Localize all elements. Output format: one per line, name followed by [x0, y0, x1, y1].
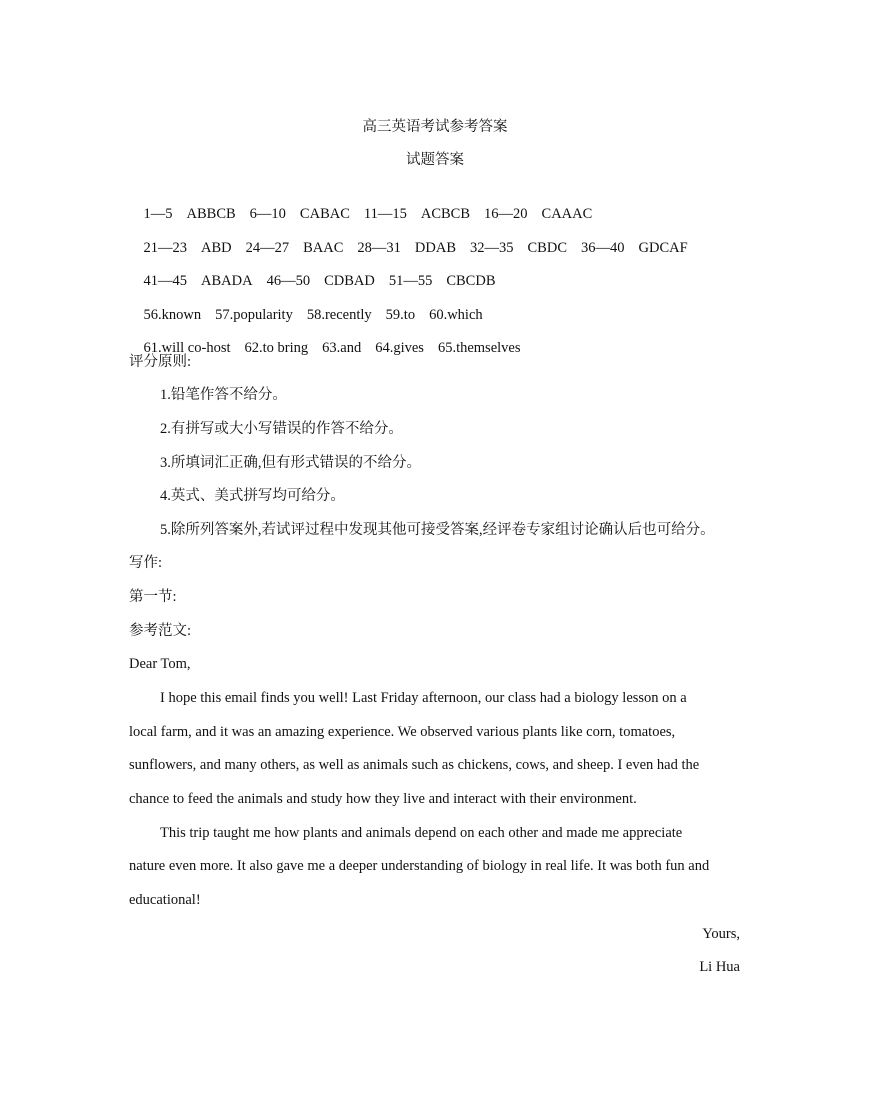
answer-range: 32—35: [470, 240, 514, 256]
answer-range: 36—40: [581, 240, 625, 256]
answer-range: 1—5: [143, 206, 173, 222]
fill-answer: 56.known: [143, 307, 202, 323]
fill-answer: 61.will co-host: [143, 340, 231, 356]
answer-row-2: [129, 218, 688, 256]
answer-value: CAAAC: [541, 206, 593, 222]
answer-row-1: [129, 184, 593, 222]
letter-line: sunflowers, and many others, as well as animals such as chickens, cows, and sheep. I even had the: [129, 757, 700, 773]
fill-answer: 58.recently: [306, 307, 372, 323]
answer-range: 51—55: [388, 273, 433, 289]
letter-closing: Yours,: [702, 926, 740, 942]
letter-line: chance to feed the animals and study how they live and interact with their environment.: [129, 791, 637, 807]
scoring-rule: 5.除所列答案外,若试评过程中发现其他可接受答案,经评卷专家组讨论确认后也可给分。: [160, 522, 715, 538]
letter-greeting: Dear Tom,: [129, 656, 191, 672]
answer-value: DDAB: [414, 240, 457, 256]
fill-answer: 63.and: [322, 340, 362, 356]
answer-range: 24—27: [245, 240, 290, 256]
answer-value: CBDC: [527, 240, 568, 256]
answer-value: ABADA: [201, 273, 253, 289]
letter-line: nature even more. It also gave me a deeper understanding of biology in real life. It was both fun and: [129, 858, 710, 874]
letter-signature: Li Hua: [699, 959, 740, 975]
section-heading: 第一节:: [129, 589, 177, 605]
letter-line: This trip taught me how plants and animals depend on each other and made me appreciate: [160, 825, 683, 841]
letter-line: educational!: [129, 892, 201, 908]
scoring-rule: 4.英式、美式拼写均可给分。: [160, 488, 345, 504]
answer-value: CBCDB: [446, 273, 496, 289]
answer-value: ABD: [201, 240, 232, 256]
answer-range: 41—45: [143, 273, 187, 289]
fill-answer: 62.to bring: [244, 340, 309, 356]
scoring-rule: 2.有拼写或大小写错误的作答不给分。: [160, 421, 403, 437]
answer-range: 11—15: [363, 206, 407, 222]
letter-line: I hope this email finds you well! Last Friday afternoon, our class had a biology lesson on a: [160, 690, 687, 706]
fill-answer: 57.popularity: [215, 307, 293, 323]
answer-range: 16—20: [484, 206, 528, 222]
answer-value: CABAC: [299, 206, 350, 222]
answer-value: ABBCB: [186, 206, 236, 222]
scoring-rule: 1.铅笔作答不给分。: [160, 387, 287, 403]
document-subtitle: 试题答案: [406, 152, 464, 168]
answer-value: GDCAF: [638, 240, 688, 256]
fill-answer: 59.to: [385, 307, 416, 323]
writing-heading: 写作:: [129, 555, 163, 571]
fill-answer: 64.gives: [375, 340, 424, 356]
scoring-heading: 评分原则:: [129, 354, 192, 370]
answer-value: ACBCB: [420, 206, 471, 222]
answer-range: 6—10: [249, 206, 286, 222]
answer-row-4: [129, 285, 483, 323]
document-title: 高三英语考试参考答案: [362, 119, 508, 135]
answer-value: BAAC: [303, 240, 344, 256]
scoring-rule: 3.所填词汇正确,但有形式错误的不给分。: [160, 455, 421, 471]
answer-range: 46—50: [266, 273, 311, 289]
answer-range: 21—23: [143, 240, 187, 256]
fill-answer: 65.themselves: [437, 340, 521, 356]
letter-line: local farm, and it was an amazing experience. We observed various plants like corn, tomatoes,: [129, 724, 676, 740]
answer-value: CDBAD: [324, 273, 375, 289]
sample-label: 参考范文:: [129, 623, 192, 639]
answer-row-5: [129, 318, 521, 356]
fill-answer: 60.which: [429, 307, 483, 323]
answer-range: 28—31: [357, 240, 401, 256]
answer-row-3: [129, 251, 496, 289]
